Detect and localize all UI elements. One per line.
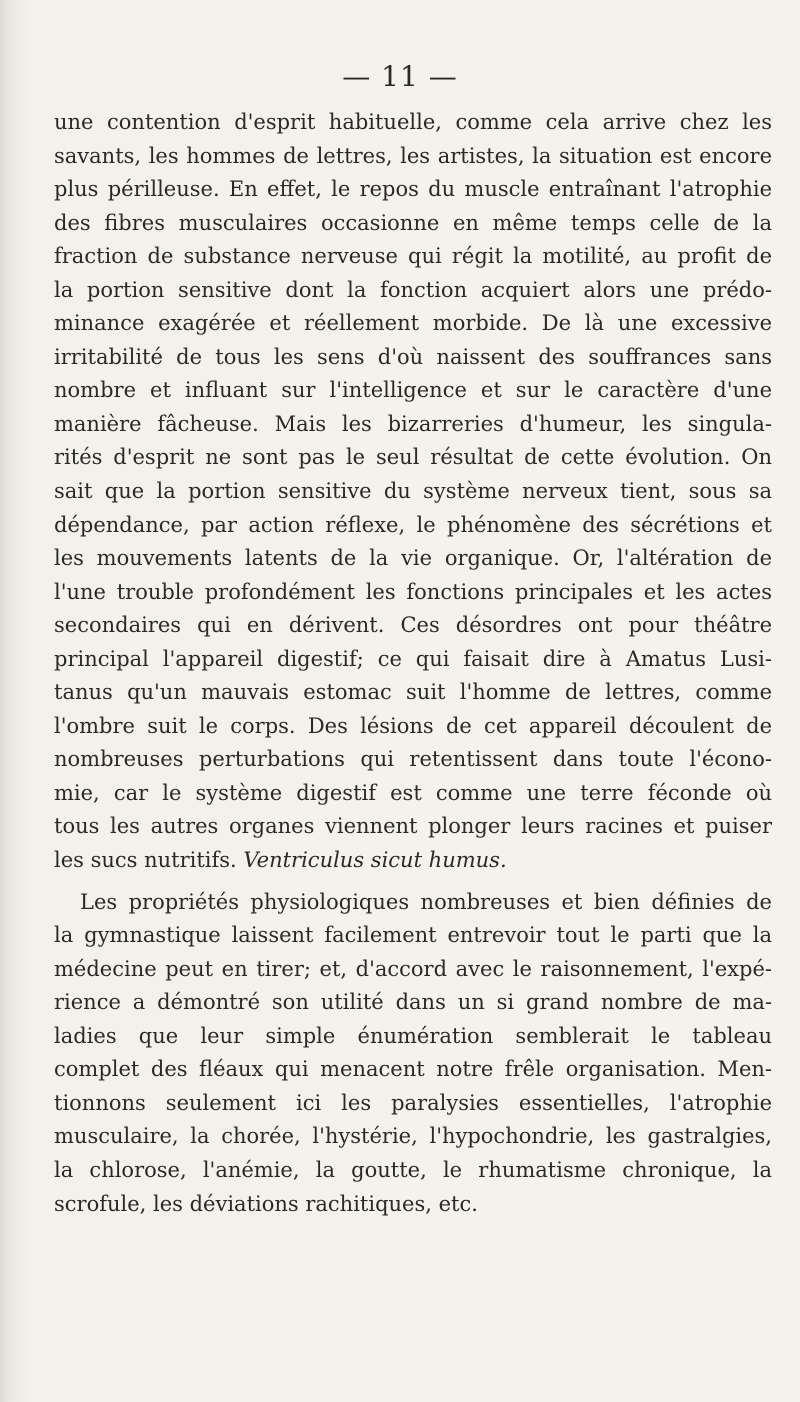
text-line: la portion sensitive dont la fonction acquiert alors une prédo-: [54, 277, 772, 302]
text-line: des fibres musculaires occasionne en même temps celle de la: [54, 210, 772, 235]
text-line: tanus qu'un mauvais estomac suit l'homme de lettres, comme: [54, 680, 772, 705]
text-line-last: scrofule, les déviations rachitiques, etc.: [54, 1191, 478, 1216]
text-line-last: [54, 844, 772, 878]
latin-quote: Ventriculus sicut humus.: [243, 848, 507, 873]
text-line: musculaire, la chorée, l'hystérie, l'hypochondrie, les gastralgies,: [54, 1124, 772, 1149]
text-line: nombre et influant sur l'intelligence et sur le caractère d'une: [54, 378, 772, 403]
text-line: les mouvements latents de la vie organique. Or, l'altération de: [54, 546, 772, 571]
text-line: tous les autres organes viennent plonger leurs racines et puiser: [54, 814, 772, 839]
text-line: minance exagérée et réellement morbide. De là une excessive: [54, 311, 772, 336]
body-text: [54, 106, 772, 1221]
text-line: la gymnastique laissent facilement entrevoir tout le parti que la: [54, 923, 772, 948]
text-line: complet des fléaux qui menacent notre frêle organisation. Men-: [54, 1057, 772, 1082]
text-line: sait que la portion sensitive du système nerveux tient, sous sa: [54, 479, 772, 504]
text-line: nombreuses perturbations qui retentissent dans toute l'écono-: [54, 747, 772, 772]
paragraph-gap: [54, 878, 772, 886]
text-line: dépendance, par action réflexe, le phénomène des sécrétions et: [54, 512, 772, 537]
text-line: savants, les hommes de lettres, les artistes, la situation est encore: [54, 143, 772, 168]
paragraph-1: [54, 106, 772, 878]
text-line: manière fâcheuse. Mais les bizarreries d'humeur, les singula-: [54, 411, 772, 436]
text-line: irritabilité de tous les sens d'où naissent des souffrances sans: [54, 344, 772, 369]
text-line: rités d'esprit ne sont pas le seul résultat de cette évolution. On: [54, 445, 772, 470]
text-line: Les propriétés physiologiques nombreuses et bien définies de: [80, 889, 772, 914]
text-line: rience a démontré son utilité dans un si grand nombre de ma-: [54, 990, 772, 1015]
text-span: les sucs nutritifs.: [54, 848, 244, 873]
text-line: tionnons seulement ici les paralysies essentielles, l'atrophie: [54, 1090, 772, 1115]
text-line: une contention d'esprit habituelle, comme cela arrive chez les: [54, 110, 772, 134]
text-line: secondaires qui en dérivent. Ces désordres ont pour théâtre: [54, 613, 772, 638]
text-line: plus périlleuse. En effet, le repos du muscle entraînant l'atrophie: [54, 177, 772, 202]
text-line: l'une trouble profondément les fonctions principales et les actes: [54, 579, 772, 604]
text-line: fraction de substance nerveuse qui régit la motilité, au profit de: [54, 244, 772, 269]
text-line: mie, car le système digestif est comme une terre féconde où: [54, 780, 772, 805]
text-line: principal l'appareil digestif; ce qui faisait dire à Amatus Lusi-: [54, 646, 772, 671]
text-line: la chlorose, l'anémie, la goutte, le rhumatisme chronique, la: [54, 1157, 772, 1182]
page-number: — 11 —: [342, 60, 458, 93]
text-line: ladies que leur simple énumération semblerait le tableau: [54, 1023, 772, 1048]
paragraph-2: [54, 886, 772, 1221]
text-line: médecine peut en tirer; et, d'accord avec le raisonnement, l'expé-: [54, 956, 772, 981]
text-line: l'ombre suit le corps. Des lésions de cet appareil découlent de: [54, 713, 772, 738]
